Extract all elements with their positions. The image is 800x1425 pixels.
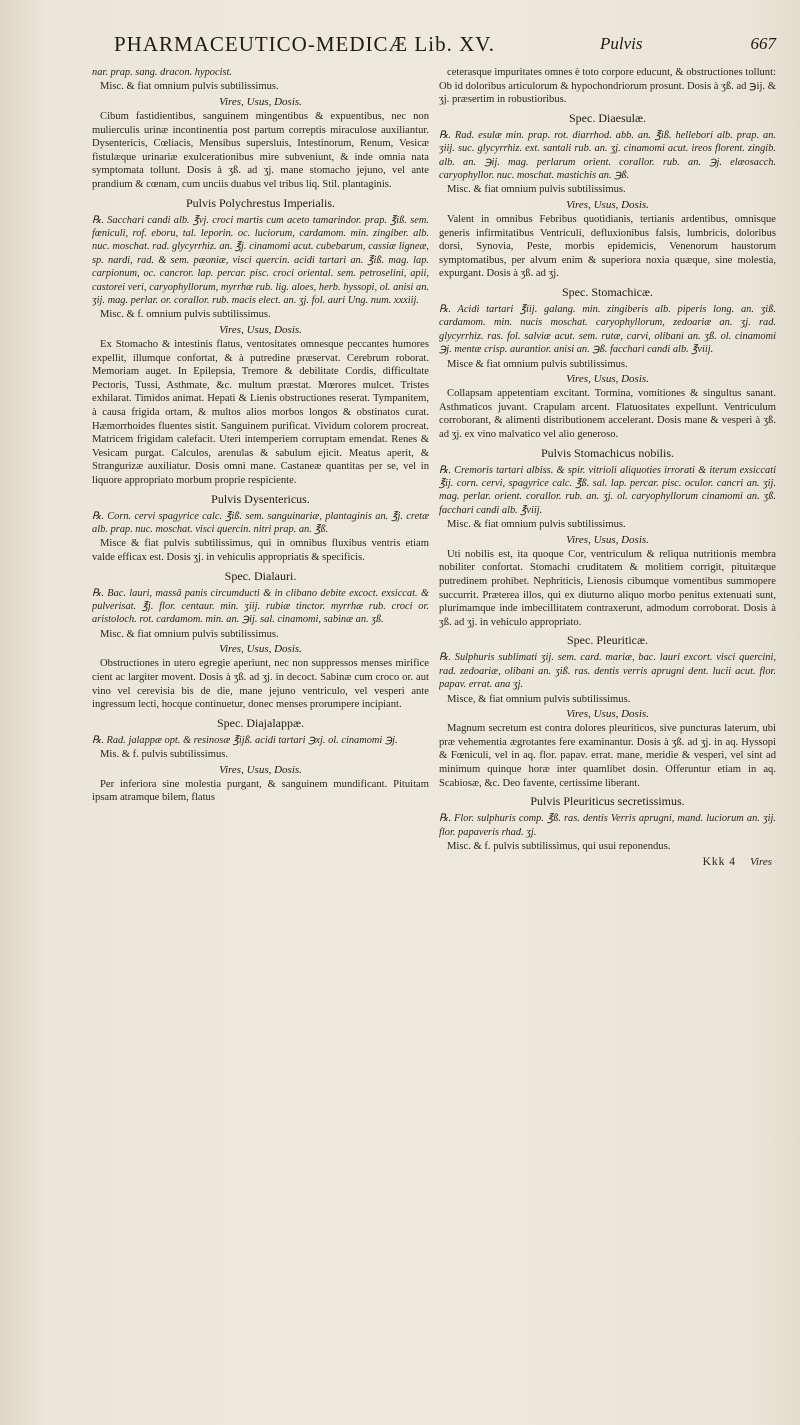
section-heading: Pulvis Dysentericus.	[211, 491, 310, 506]
paragraph: Misc. & fiat omnium pulvis subtilissimus.	[447, 519, 626, 531]
subheading: Vires, Usus, Dosis.	[219, 96, 302, 108]
recipe-text: ℞. Rad. esulæ min. prap. rot. diarrhod. abb. an. ℥iß. hellebori alb. prap. an. ʒiij. suc. glycyrrhiz. ext. santali rub. an. ʒj. cinamomi acut. ireos florent. zingib. alb. an. ℈ij. mag. perlarum orient. corallor. rub. an. ℈j. elæosacch. caryophyllor. nuc. moschat. mastichis an. ℈ß.	[439, 129, 776, 181]
section-heading: Pulvis Pleuriticus secretissimus.	[530, 794, 685, 809]
paragraph: Misc. & fiat omnium pulvis subtilissimus.	[447, 184, 626, 196]
catchword: Vires	[750, 855, 772, 868]
paragraph: Ex Stomacho & intestinis flatus, ventositates omnesque peccantes humores expellit, illumque confortat, & à putredine præservat. Cerebrum roborat. Memoriam auget. In Epilepsia, Tremore & debilitate Cordis, difficultate Pectoris, Tussi, Asthmate, &c. multum præstat. Mœrores mulcet. Tristes exhilarat. Timidos animat. Hepati & Lienis obstructiones reserat. Tympanitem, à causa frigida ortam, & multos alios morbos longos & obstinatos curat. Hæmorrhoides fluentes sistit. Sanguinem purificat. Vividum colorem procreat. Matricem frigidam calefacit. Uteri intemperiem corruptam emendat. Renes & Vesicam purgat. Calculos, arenulas & sabulum ejicit. Meatus aperit, & Strangurizæ auxiliatur. Dosis omni mane. Castaneæ quantitas per se, vel in liquore appropriato morbum proprie respiciente.	[92, 339, 429, 486]
running-title: PHARMACEUTICO-MEDICÆ Lib. XV.	[114, 32, 495, 56]
text-columns	[92, 66, 776, 1416]
subheading: Vires, Usus, Dosis.	[566, 533, 649, 546]
section-heading: Spec. Diaesulæ.	[569, 110, 646, 125]
recipe-text: ℞. Corn. cervi spagyrice calc. ℥iß. sem. sanguinariæ, plantaginis an. ℥j. cretæ alb. prap. nuc. moschat. visci quercin. nitri prap. an. ℥ß.	[92, 510, 429, 535]
paragraph: Misce & fiat omnium pulvis subtilissimus.	[447, 358, 628, 370]
recipe-text: ℞. Sacchari candi alb. ℥vj. croci martis cum aceto tamarindor. prap. ℥iß. sem. fœniculi, rof. eboru, tal. leporin. oc. luciorum, cardamom. min. zingiber. alb. nuc. moschat. rad. glycyrrhiz. an. ℥j. cinamomi acut. cubebarum, cassiæ ligneæ, sp. nardi, rad. & sem. pæoniæ, visci quercin. acidi tartari an. ℥iß. mag. lap. carpionum, oc. cancror. lap. percar. pisc. croci oriental. sem. petroselini, apii, castorei veri, caryophyllorum, myrrhæ rub. lig. aloes, herb. hyssopi, ol. anisi an. ʒij. mag. perlar. or. corallor. rub. macis elect. an. ʒj. fol. auri Ung. num. xxxiij.	[92, 214, 429, 306]
section-heading: Spec. Pleuriticæ.	[567, 633, 648, 648]
paragraph: Obstructiones in utero egregie aperiunt, nec non suppressos menses mirifice cient ac largiter movent. Dosis à ʒß. ad ʒj. in decoct. Sabinæ cum croco or. aut vino vel cerevisia bis de die, mane jejuno ventriculo, vel vesperi ante ingressum lecti, hocque continuetur, donec menses prorumpere incipiant.	[92, 658, 429, 711]
section-heading: Pulvis Stomachicus nobilis.	[540, 445, 674, 460]
right-column-body	[439, 66, 776, 854]
left-column	[92, 66, 429, 1416]
paragraph: Uti nobilis est, ita quoque Cor, ventriculum & reliqua nutritionis membra nobiliter confortat. Stomachi cruditatem & molitiem corrigit, pituitæque putredinem prohibet. Nephriticis, Lienosis cibumque vomentibus summopere succurrit. Præterea illos, qui ex diuturno aliquo morbo penitus extenuati sunt, plurimamque inde imbecillitatem contraxerunt, admodum corroborat. Dosis à ʒß. ad ʒj. in vehiculo appropriato.	[439, 548, 776, 628]
paragraph: Misc. & f. pulvis subtilissimus, qui usui reponendus.	[447, 840, 671, 852]
signature-mark: Kkk 4	[702, 855, 736, 868]
subheading: Vires, Usus, Dosis.	[219, 763, 302, 776]
section-heading: Spec. Diajalappæ.	[217, 715, 304, 730]
recipe-text: ℞. Rad. jalappæ opt. & resinosæ ℥ijß. acidi tartari ℈xj. ol. cinamomi ℈j.	[92, 734, 398, 746]
paragraph: Misce, & fiat omnium pulvis subtilissimus.	[447, 693, 631, 705]
subheading: Vires, Usus, Dosis.	[219, 324, 302, 336]
paragraph: Per inferiora sine molestia purgant, & sanguinem mundificant. Pituitam ipsam atramque bilem, flatus	[92, 778, 429, 804]
paragraph: Mis. & f. pulvis subtilissimus.	[100, 749, 229, 761]
subheading: Vires, Usus, Dosis.	[566, 373, 649, 386]
recipe-text: ℞. Flor. sulphuris comp. ℥ß. ras. dentis Verris aprugni, mand. luciorum an. ʒij. flor. papaveris rhad. ʒj.	[439, 813, 776, 838]
subheading: Vires, Usus, Dosis.	[566, 199, 649, 211]
paragraph: Collapsam appetentiam excitant. Tormina, vomitiones & singultus sanant. Asthmaticos juvant. Crapulam arcent. Flatuositates expellunt. Ventriculum corroborant, & alimenti distributionem accelerant. Dosis mane & vesperi à ʒß. ad ʒj. ex vino malvatico vel alio generoso.	[439, 388, 776, 440]
paragraph: Magnum secretum est contra dolores pleuriticos, sive puncturas laterum, ubi præ vehementia ægrotantes fere examinantur. Dosis à ʒß. ad ʒj. in aq. Hyssopi & Fœniculi, vel in aq. flor. papav. errat. mane, meridie & vesperi, vel sint ad minimum quinque horæ inter quamlibet dosin. Offeruntur etiam in aq. Scabiosæ, &c. Deo favente, certissime liberant.	[439, 723, 776, 789]
recipe-text: ℞. Cremoris tartari albiss. & spir. vitrioli aliquoties irrorati & iterum exsiccati ℥ij. corn. cervi, spagyrice calc. ℥ß. sal. lap. percar. pisc. oculor. cancri an. ʒij. mag. perlar. orient. corallor. rub. an. ʒj. ol. caryophyllorum cinamomi an. ʒß. facchari candi alb. ℥viij.	[439, 464, 776, 516]
right-column	[439, 66, 776, 1416]
section-heading: Spec. Stomachicæ.	[562, 284, 653, 299]
paragraph: Valent in omnibus Febribus quotidianis, tertianis ardentibus, omnisque generis infirmitatibus Ventriculi, defluxionibus falsis, lumbricis, doloribus dorsi, Synovia, Peste, morbis epidemicis, Venenorum haustorum symptomatibus, per alvum enim & superiora noxia quæque, sine molestia, expurgant. Dosis à ʒß. ad ʒj.	[439, 214, 776, 280]
recipe-text: ℞. Bac. lauri, massâ panis circumducti & in clibano debite excoct. exsiccat. & pulverisat. ℥j. flor. centaur. min. ʒiij. rubiæ tinctor. myrrhæ rub. croci or. aristoloch. rot. cardamom. min. an. ℈ij. sal. cinamomi, sabinæ an. ʒß.	[92, 587, 429, 626]
paragraph: Misce & fiat pulvis subtilissimus, qui in omnibus fluxibus ventris etiam valde efficax est. Dosis ʒj. in vehiculis appropriatis & specificis.	[92, 538, 429, 563]
paragraph: ceterasque impuritates omnes è toto corpore educunt, & obstructiones tollunt: Ob id doloribus articulorum & hypochondriorum prosunt. Dosis à ʒß. ad ℈ij. & ʒj. præsertim in robustioribus.	[439, 67, 776, 106]
paragraph: Misc. & f. omnium pulvis subtilissimus.	[100, 309, 271, 321]
recipe-text: ℞. Acidi tartari ℥iij. galang. min. zingiberis alb. piperis long. an. ʒiß. cardamom. min. nucis moschat. caryophyllorum, zedoariæ an. ʒj. rad. glycyrrhiz. ras. fol. salviæ acut. sem. rutæ, carvi, olibani an. ʒß. ol. cinamomi ℈j. mentæ crisp. aurantior. anisi an. ℈ß. facchari candi alb. ℥viij.	[439, 303, 776, 356]
section-heading: Spec. Dialauri.	[224, 568, 297, 583]
page-number: 667	[750, 34, 776, 53]
subheading: Vires, Usus, Dosis.	[219, 643, 302, 656]
paragraph: Misc. & fiat omnium pulvis subtilissimus.	[100, 81, 279, 93]
paragraph: Misc. & fiat omnium pulvis subtilissimus.	[100, 628, 279, 640]
recipe-text: nar. prap. sang. dracon. hypocist.	[92, 67, 232, 78]
page-header	[92, 30, 776, 64]
paragraph: Cibum fastidientibus, sanguinem mingentibus & expuentibus, nec non mulierculis urinæ incontinentia post partum correptis miraculose auxiliantur. Dysentericis, Cœliacis, Mensibus supersluis, Intestinorum, Renum, Vesicæ fistulæque urinariæ exulcerationibus mire subveniunt, & inde omnia nata symptomata tollunt. Dosis à ʒß. ad ʒj. mane stomacho jejuno, vel ante prandium & cœnam, cum unciis duabus vel tribus liq. Stil. plantaginis.	[92, 111, 429, 190]
recipe-text: ℞. Sulphuris sublimati ʒij. sem. card. mariæ, bac. lauri excort. visci quercini, rad. zedoariæ, olibani an. ʒiß. ras. dentis verris aprugni dent. lucii acut. flor. papav. errat. ana ʒj.	[439, 652, 776, 691]
subheading: Vires, Usus, Dosis.	[566, 708, 649, 721]
section-heading: Pulvis Polychrestus Imperialis.	[186, 195, 335, 210]
running-section: Pulvis	[600, 34, 643, 53]
page-footer	[439, 856, 776, 868]
